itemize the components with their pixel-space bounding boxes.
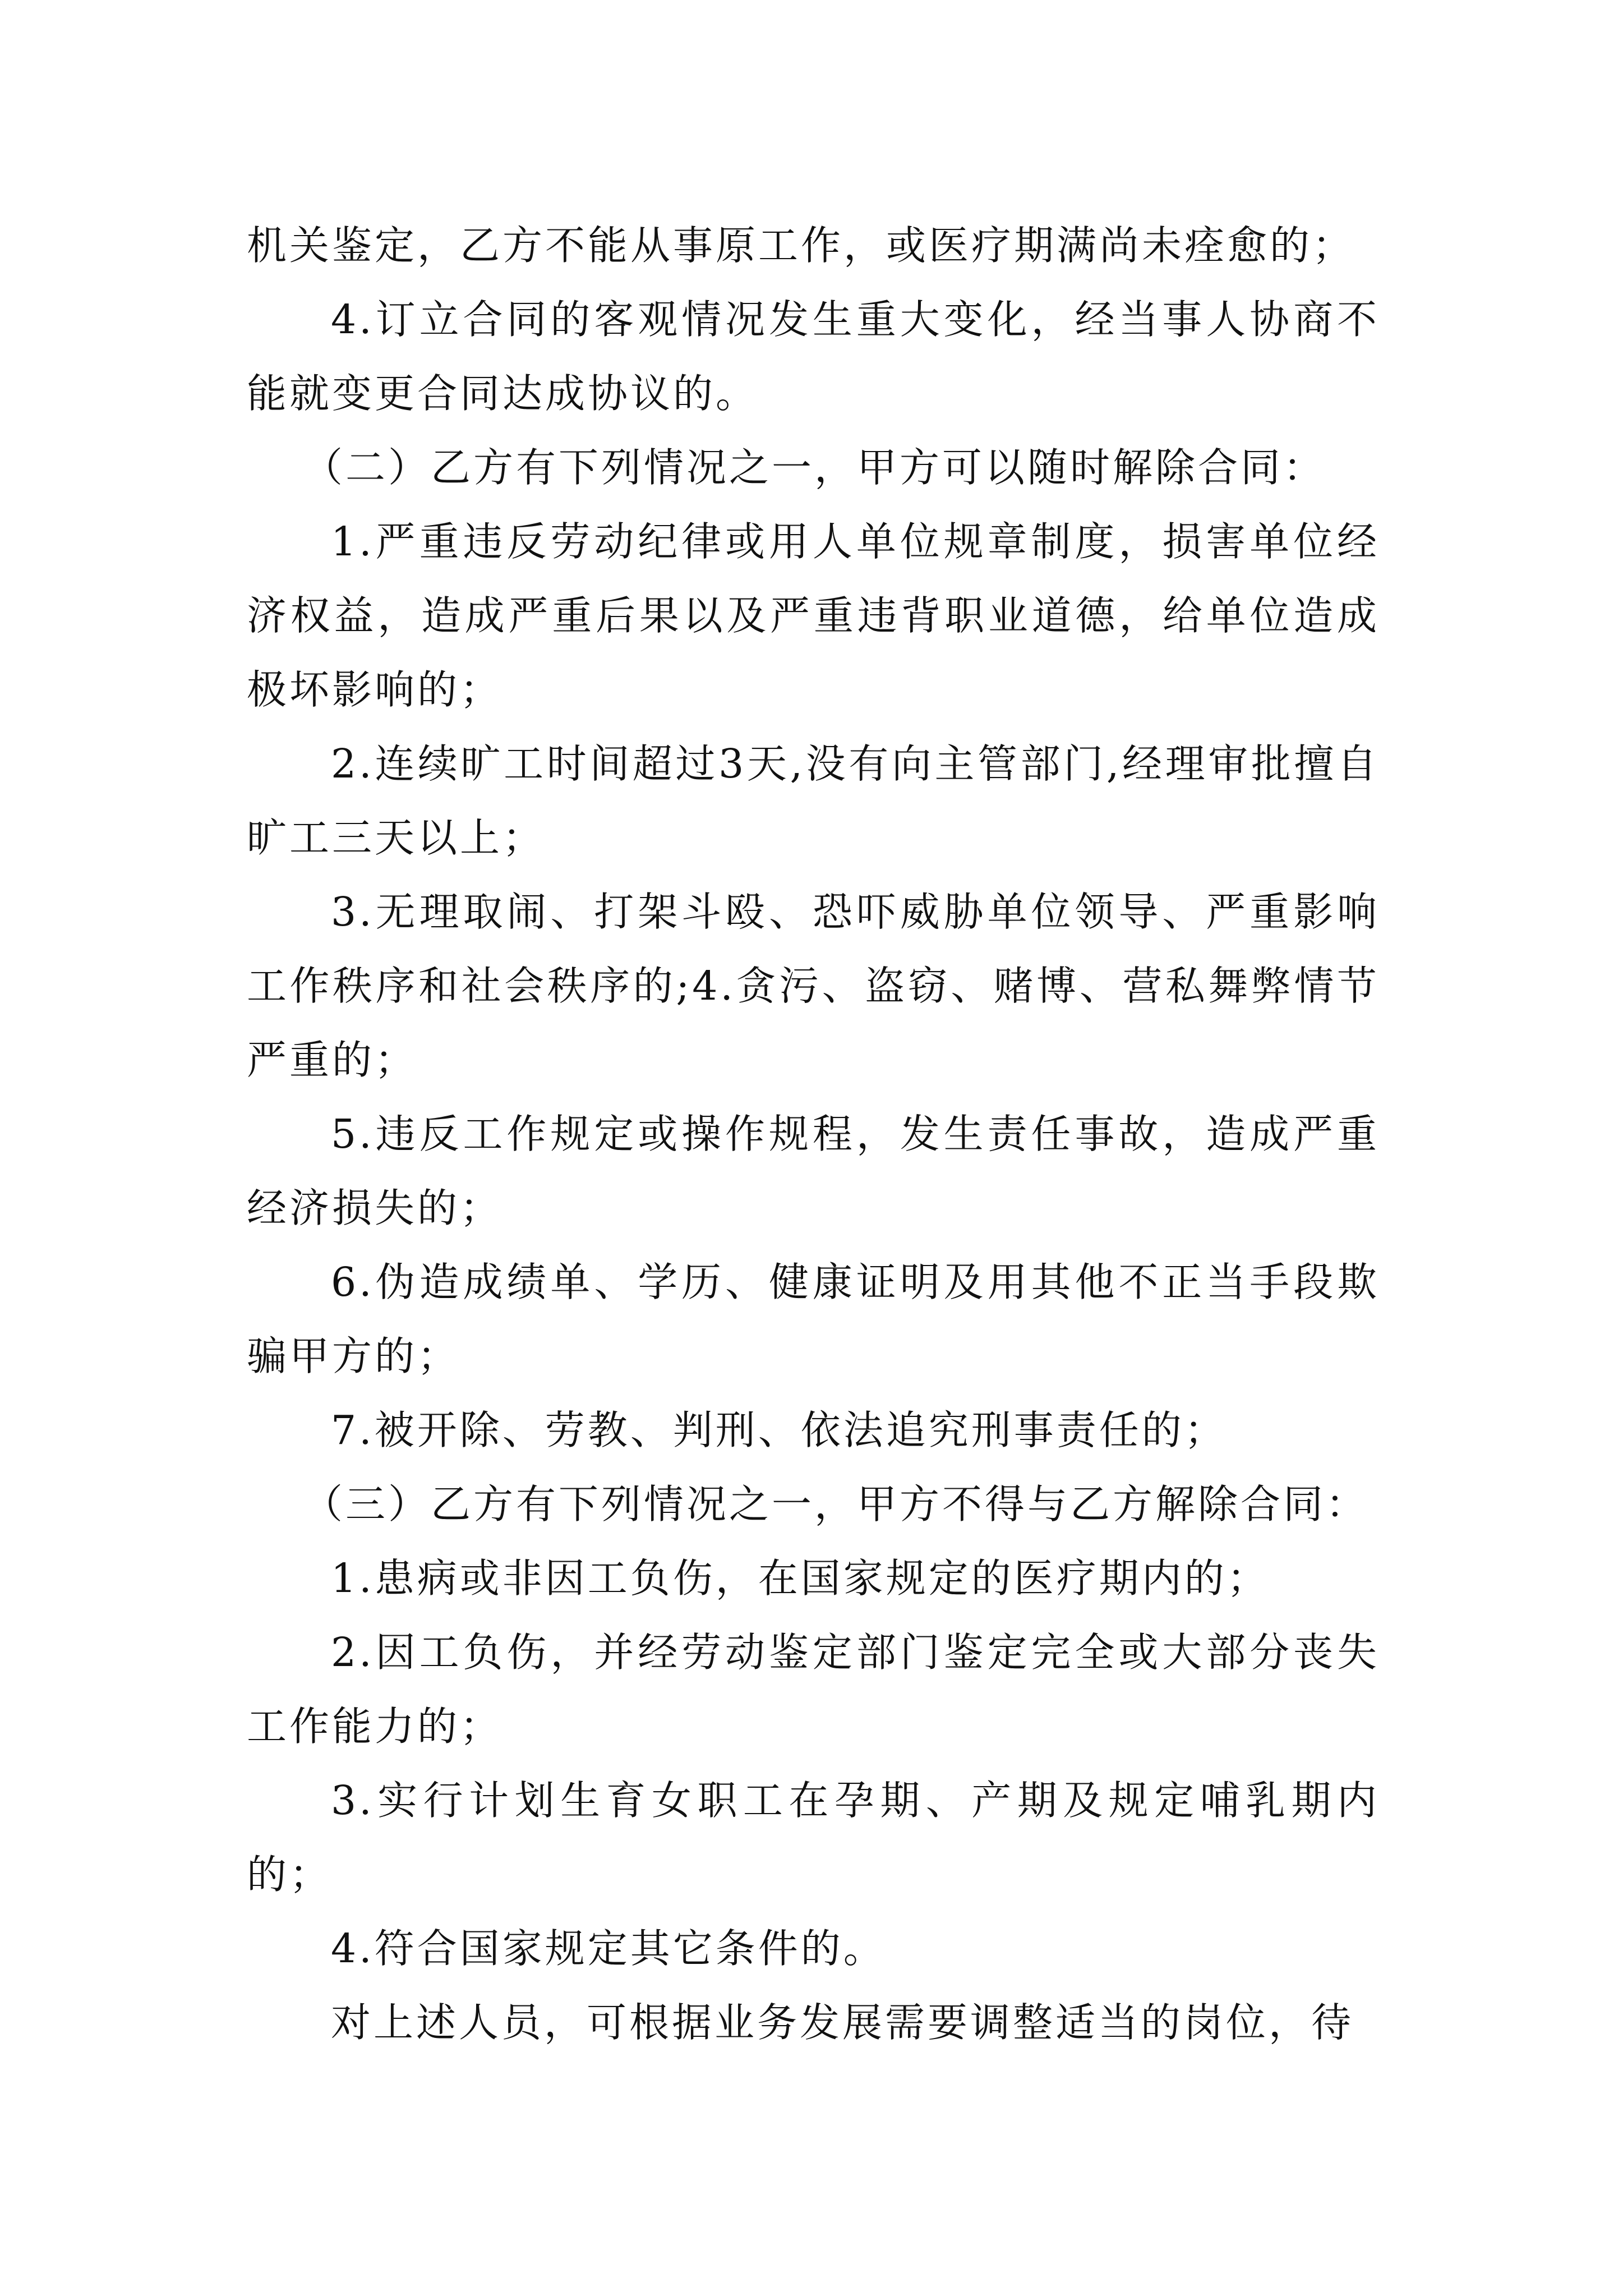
closing-paragraph: 对上述人员，可根据业务发展需要调整适当的岗位，待 — [331, 1999, 1354, 2046]
clause-2-7: 7.被开除、劳教、判刑、依法追究刑事责任的； — [331, 1407, 1227, 1453]
clause-2-2: 2.连续旷工时间超过3天,没有向主管部门,经理审批擅自旷工三天以上； — [247, 740, 1380, 861]
document-body — [247, 209, 1380, 2060]
clause-3-1: 1.患病或非因工负伤，在国家规定的医疗期内的； — [331, 1555, 1270, 1602]
section-2-heading: （二）乙方有下列情况之一，甲方可以随时解除合同： — [303, 444, 1326, 491]
section-3-heading: （三）乙方有下列情况之一，甲方不得与乙方解除合同： — [303, 1481, 1369, 1527]
clause-3-2: 2.因工负伤，并经劳动鉴定部门鉴定完全或大部分丧失工作能力的； — [247, 1629, 1380, 1750]
paragraph-continuation: 机关鉴定，乙方不能从事原工作，或医疗期满尚未痊愈的； — [247, 222, 1355, 269]
clause-2-3: 3.无理取闹、打架斗殴、恐吓威胁单位领导、严重影响工作秩序和社会秩序的;4.贪污、盗窃、赌博、营私舞弊情节严重的； — [247, 889, 1380, 1083]
clause-3-3: 3.实行计划生育女职工在孕期、产期及规定哺乳期内的； — [247, 1777, 1380, 1898]
clause-2-5: 5.违反工作规定或操作规程，发生责任事故，造成严重经济损失的； — [247, 1111, 1380, 1231]
clause-3-4: 4.符合国家规定其它条件的。 — [331, 1925, 886, 1972]
clause-1-4: 4.订立合同的客观情况发生重大变化，经当事人协商不能就变更合同达成协议的。 — [247, 296, 1380, 417]
clause-2-6: 6.伪造成绩单、学历、健康证明及用其他不正当手段欺骗甲方的； — [247, 1259, 1380, 1379]
clause-2-1: 1.严重违反劳动纪律或用人单位规章制度，损害单位经济权益，造成严重后果以及严重违背职业道德，给单位造成极坏影响的； — [247, 518, 1380, 713]
